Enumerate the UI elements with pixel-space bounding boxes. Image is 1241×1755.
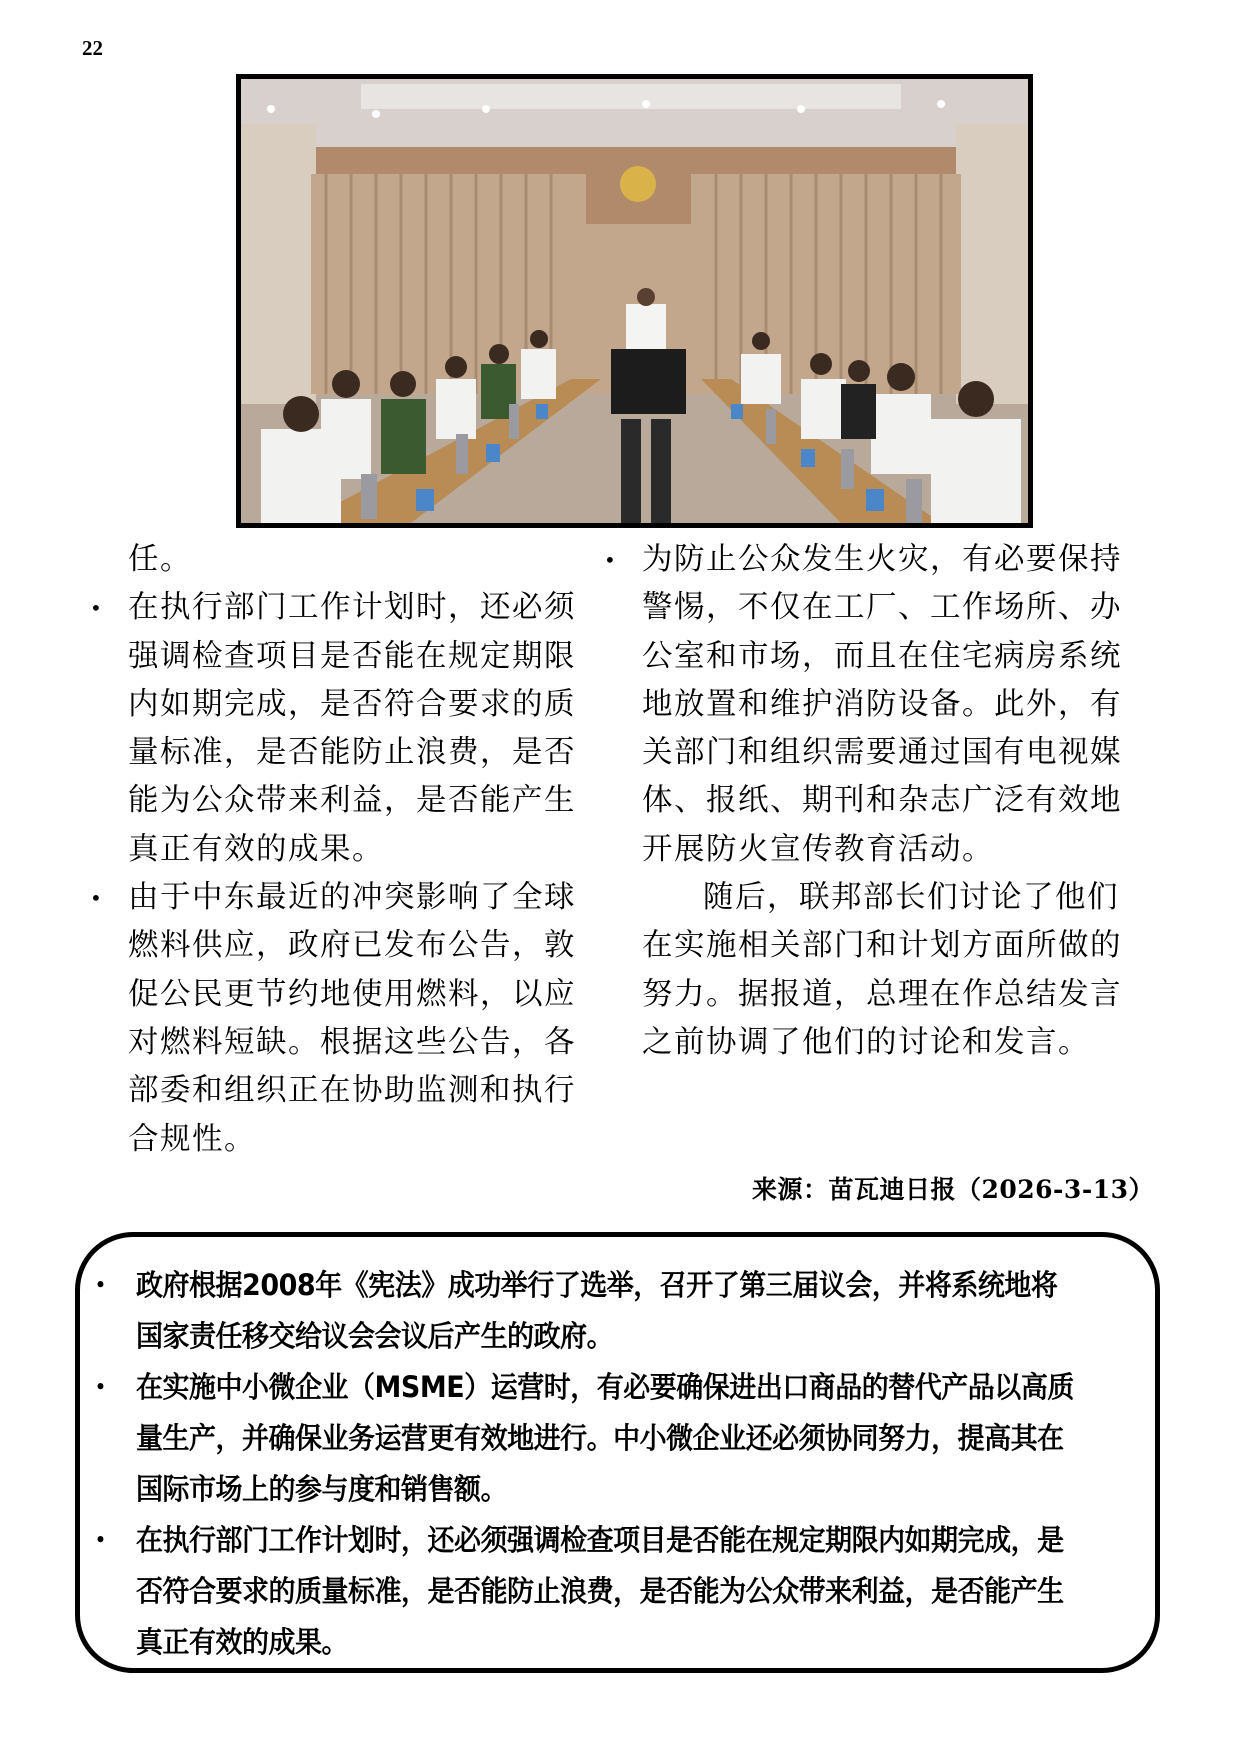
body-paragraph: 随后，联邦部长们讨论了他们在实施相关部门和计划方面所做的努力。据报道，总理在作总结发言之前协调了他们的讨论和发言。 xyxy=(642,880,1122,1060)
left-column xyxy=(90,536,606,1164)
right-column xyxy=(604,536,1150,1067)
bullet-icon: • xyxy=(95,1530,106,1551)
summary-text: 在实施中小微企业（MSME）运营时，有必要确保进出口商品的替代产品以高质量生产，并确保业务运营更有效地进行。中小微企业还必须协同努力，提高其在国际市场上的参与度和销售额。 xyxy=(136,1370,1074,1506)
continuation-text: 任。 xyxy=(128,542,192,577)
bullet-icon: • xyxy=(604,548,618,572)
left-bullet-item xyxy=(90,584,606,874)
meeting-photo xyxy=(236,74,1033,528)
summary-bullet-item xyxy=(95,1260,1075,1362)
bullet-text: 在执行部门工作计划时，还必须强调检查项目是否能在规定期限内如期完成，是否符合要求的质量标准，是否能防止浪费，是否能为公众带来利益，是否能产生真正有效的成果。 xyxy=(128,590,576,867)
right-bullet-item xyxy=(604,536,1150,874)
summary-list xyxy=(95,1260,1075,1668)
bullet-text: 为防止公众发生火灾，有必要保持警惕，不仅在工厂、工作场所、办公室和市场，而且在住宅病房系统地放置和维护消防设备。此外，有关部门和组织需要通过国有电视媒体、报纸、期刊和杂志广泛有效地开展防火宣传教育活动。 xyxy=(642,542,1122,867)
bullet-icon: • xyxy=(95,1377,106,1398)
meeting-room-illustration xyxy=(241,79,1028,523)
left-bullet-item xyxy=(90,874,606,1164)
source-citation: 来源：苗瓦迪日报（2026-3-13） xyxy=(751,1175,1154,1204)
bullet-icon: • xyxy=(90,886,104,911)
bullet-icon: • xyxy=(95,1275,106,1296)
bullet-text: 由于中东最近的冲突影响了全球燃料供应，政府已发布公告，敦促公民更节约地使用燃料，以应对燃料短缺。根据这些公告，各部委和组织正在协助监测和执行合规性。 xyxy=(128,880,576,1157)
summary-bullet-item xyxy=(95,1362,1075,1515)
bullet-icon: • xyxy=(90,596,104,621)
summary-text: 政府根据2008年《宪法》成功举行了选举，召开了第三届议会，并将系统地将国家责任移交给议会会议后产生的政府。 xyxy=(136,1268,1058,1353)
page-number: 22 xyxy=(82,36,103,60)
summary-bullet-item xyxy=(95,1515,1075,1668)
summary-text: 在执行部门工作计划时，还必须强调检查项目是否能在规定期限内如期完成，是否符合要求的质量标准，是否能防止浪费，是否能为公众带来利益，是否能产生真正有效的成果。 xyxy=(136,1523,1064,1659)
